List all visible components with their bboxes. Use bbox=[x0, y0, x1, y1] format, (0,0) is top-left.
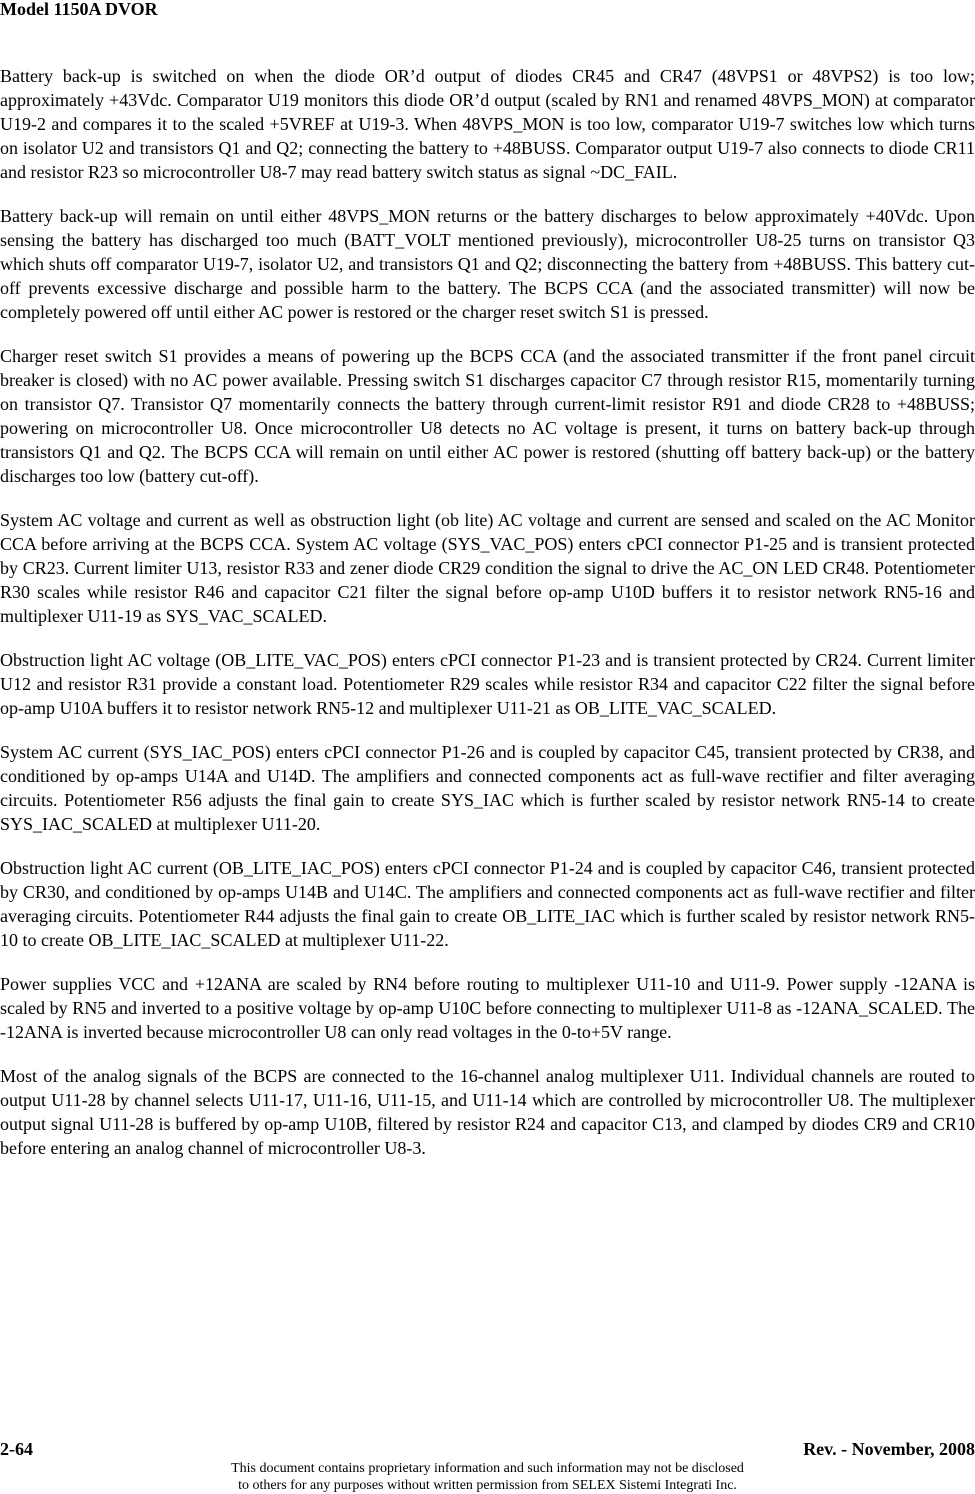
paragraph-charger-reset: Charger reset switch S1 provides a means of powering up the BCPS CCA (and the associated transmitter if the front panel circuit breaker is closed) with no AC power available. Pressing switch S1 discharges capacitor C7 through resistor R15, momentarily turning on transistor Q7. Transistor Q7 momentarily connects the battery through current-limit resistor R91 and diode CR28 to +48BUSS; powering on microcontroller U8. Once microcontroller U8 detects no AC voltage is present, it turns on battery back-up through transistors Q1 and Q2. The BCPS CCA will remain on until either AC power is restored (shutting off battery back-up) or the battery discharges too low (battery cut-off). bbox=[0, 346, 975, 486]
page-header-title: Model 1150A DVOR bbox=[0, 0, 158, 19]
page-footer bbox=[0, 1437, 975, 1461]
paragraph-system-ac-current: System AC current (SYS_IAC_POS) enters cPCI connector P1-26 and is coupled by capacitor C45, transient protected by CR38, and conditioned by op-amps U14A and U14D. The amplifiers and connected components act as full-wave rectifier and filter averaging circuits. Potentiometer R56 adjusts the final gain to create SYS_IAC which is further scaled by resistor network RN5-14 to create SYS_IAC_SCALED at multiplexer U11-20. bbox=[0, 742, 975, 834]
body-text bbox=[0, 64, 975, 1180]
disclaimer-line-2: to others for any purposes without written permission from SELEX Sistemi Integrati Inc. bbox=[238, 1478, 737, 1493]
footer-revision: Rev. - November, 2008 bbox=[803, 1439, 975, 1459]
paragraph-ob-lite-ac-current: Obstruction light AC current (OB_LITE_IAC_POS) enters cPCI connector P1-24 and is coupled by capacitor C46, transient protected by CR30, and conditioned by op-amps U14B and U14C. The amplifiers and connected components act as full-wave rectifier and filter averaging circuits. Potentiometer R44 adjusts the final gain to create OB_LITE_IAC which is further scaled by resistor network RN5-10 to create OB_LITE_IAC_SCALED at multiplexer U11-22. bbox=[0, 858, 975, 950]
footer-page-number: 2-64 bbox=[0, 1439, 33, 1459]
paragraph-analog-multiplexer: Most of the analog signals of the BCPS are connected to the 16-channel analog multiplexer U11. Individual channels are routed to output U11-28 by channel selects U11-17, U11-16, U11-15, and U11-14 which are controlled by microcontroller U8. The multiplexer output signal U11-28 is buffered by op-amp U10B, filtered by resistor R24 and capacitor C13, and clamped by diodes CR9 and CR10 before entering an analog channel of microcontroller U8-3. bbox=[0, 1066, 975, 1158]
proprietary-disclaimer bbox=[0, 1460, 975, 1494]
paragraph-ob-lite-ac-voltage: Obstruction light AC voltage (OB_LITE_VAC_POS) enters cPCI connector P1-23 and is transient protected by CR24. Current limiter U12 and resistor R31 provide a constant load. Potentiometer R29 scales while resistor R34 and capacitor C22 filter the signal before op-amp U10A buffers it to resistor network RN5-12 and multiplexer U11-21 as OB_LITE_VAC_SCALED. bbox=[0, 650, 975, 718]
paragraph-battery-cutoff: Battery back-up will remain on until either 48VPS_MON returns or the battery discharges to below approximately +40Vdc. Upon sensing the battery has discharged too much (BATT_VOLT mentioned previously), microcontroller U8-25 turns on transistor Q3 which shuts off comparator U19-7, isolator U2, and transistors Q1 and Q2; disconnecting the battery from +48BUSS. This battery cut-off prevents excessive discharge and possible harm to the battery. The BCPS CCA (and the associated transmitter) will now be completely powered off until either AC power is restored or the charger reset switch S1 is pressed. bbox=[0, 206, 975, 322]
paragraph-power-supplies: Power supplies VCC and +12ANA are scaled by RN4 before routing to multiplexer U11-10 and U11-9. Power supply -12ANA is scaled by RN5 and inverted to a positive voltage by op-amp U10C before connecting to multiplexer U11-8 as -12ANA_SCALED. The -12ANA is inverted because microcontroller U8 can only read voltages in the 0-to+5V range. bbox=[0, 974, 975, 1042]
disclaimer-line-1: This document contains proprietary information and such information may not be disclosed bbox=[231, 1461, 744, 1476]
paragraph-system-ac-voltage: System AC voltage and current as well as obstruction light (ob lite) AC voltage and current are sensed and scaled on the AC Monitor CCA before arriving at the BCPS CCA. System AC voltage (SYS_VAC_POS) enters cPCI connector P1-25 and is transient protected by CR23. Current limiter U13, resistor R33 and zener diode CR29 condition the signal to drive the AC_ON LED CR48. Potentiometer R30 scales while resistor R46 and capacitor C21 filter the signal before op-amp U10D buffers it to resistor network RN5-16 and multiplexer U11-19 as SYS_VAC_SCALED. bbox=[0, 510, 975, 626]
paragraph-battery-backup: Battery back-up is switched on when the diode OR’d output of diodes CR45 and CR47 (48VPS1 or 48VPS2) is too low; approximately +43Vdc. Comparator U19 monitors this diode OR’d output (scaled by RN1 and renamed 48VPS_MON) at comparator U19-2 and compares it to the scaled +5VREF at U19-3. When 48VPS_MON is too low, comparator U19-7 switches low which turns on isolator U2 and transistors Q1 and Q2; connecting the battery to +48BUSS. Comparator output U19-7 also connects to diode CR11 and resistor R23 so microcontroller U8-7 may read battery switch status as signal ~DC_FAIL. bbox=[0, 66, 975, 182]
